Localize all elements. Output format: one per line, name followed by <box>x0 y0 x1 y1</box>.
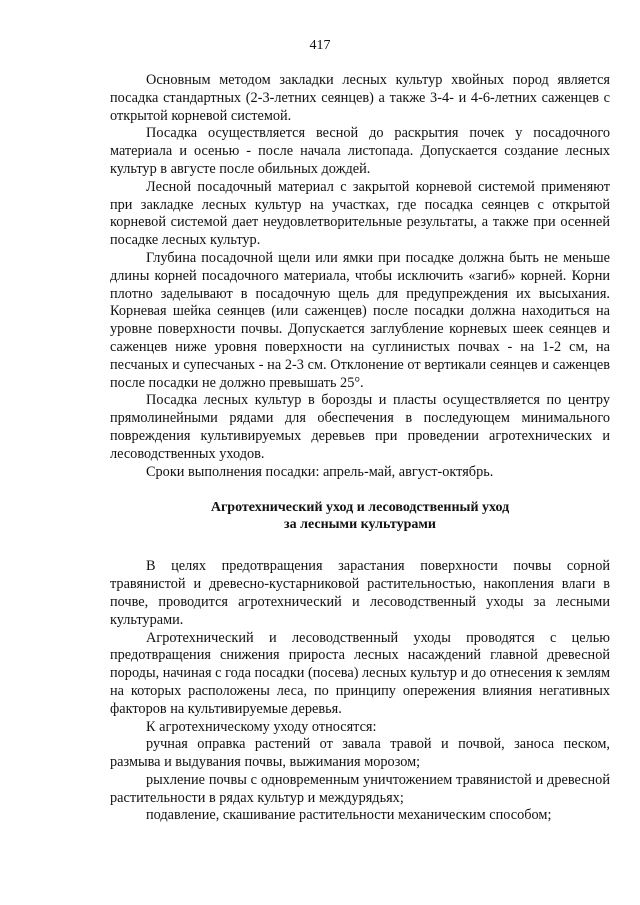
paragraph: Посадка осуществляется весной до раскрытия почек у посадочного материала и осенью - после начала листопада. Допускается создание лесных культур в августе после обильных дождей. <box>110 125 610 177</box>
section-heading <box>110 499 610 533</box>
paragraph: К агротехническому уходу относятся: <box>146 718 377 735</box>
section-heading-line: за лесными культурами <box>283 517 436 533</box>
list-item: ручная оправка растений от завала травой и почвой, заноса песком, размыва и выдувания почвы, выжимания морозом; <box>110 736 610 771</box>
page-content <box>110 72 610 825</box>
list-item: рыхление почвы с одновременным уничтожением травянистой и древесной растительности в рядах культур и междурядьях; <box>110 771 610 806</box>
paragraph: Лесной посадочный материал с закрытой корневой системой применяют при закладке лесных культур на участках, где посадка сеянцев с открытой корневой системой дает неудовлетворительные результаты, а также при осенней посадке лесных культур. <box>110 178 610 249</box>
list-item: подавление, скашивание растительности механическим способом; <box>146 807 552 824</box>
paragraph: Основным методом закладки лесных культур хвойных пород является посадка стандартных (2-3-летних сеянцев) а также 3-4- и 4-6-летних саженцев с открытой корневой системой. <box>110 72 610 124</box>
paragraph: Агротехнический и лесоводственный уходы проводятся с целью предотвращения снижения прироста лесных насаждений главной древесной породы, начиная с года посадки (посева) лесных культур и до отнесения к землям на которых расположены леса, по принципу опережения влияния негативных факторов на культивируемые деревья. <box>110 629 610 717</box>
page-number: 417 <box>309 38 331 53</box>
paragraph: Посадка лесных культур в борозды и пласты осуществляется по центру прямолинейными рядами для обеспечения в последующем минимального повреждения культивируемых деревьев при проведении агротехнических и лесоводственных уходов. <box>110 392 610 462</box>
paragraph: В целях предотвращения зарастания поверхности почвы сорной травянистой и древесно-кустарниковой растительностью, накопления влаги в почве, проводится агротехнический и лесоводственный уходы за лесными культурами. <box>110 558 610 628</box>
paragraph: Сроки выполнения посадки: апрель-май, август-октябрь. <box>146 463 494 480</box>
section-heading-line: Агротехнический уход и лесоводственный уход <box>210 500 510 516</box>
paragraph: Глубина посадочной щели или ямки при посадке должна быть не меньше длины корней посадочного материала, чтобы исключить «загиб» корней. Корни плотно заделывают в посадочную щель для предупреждения их высыхания. Корневая шейка сеянцев (или саженцев) после посадки должна находиться на уровне поверхности почвы. Допускается заглубление корневых шеек сеянцев и саженцев ниже уровня поверхности на суглинистых почвах - на 1-2 см, на песчаных и супесчаных - на 2-3 см. Отклонение от вертикали сеянцев и саженцев после посадки не должно превышать 25°. <box>110 249 610 391</box>
